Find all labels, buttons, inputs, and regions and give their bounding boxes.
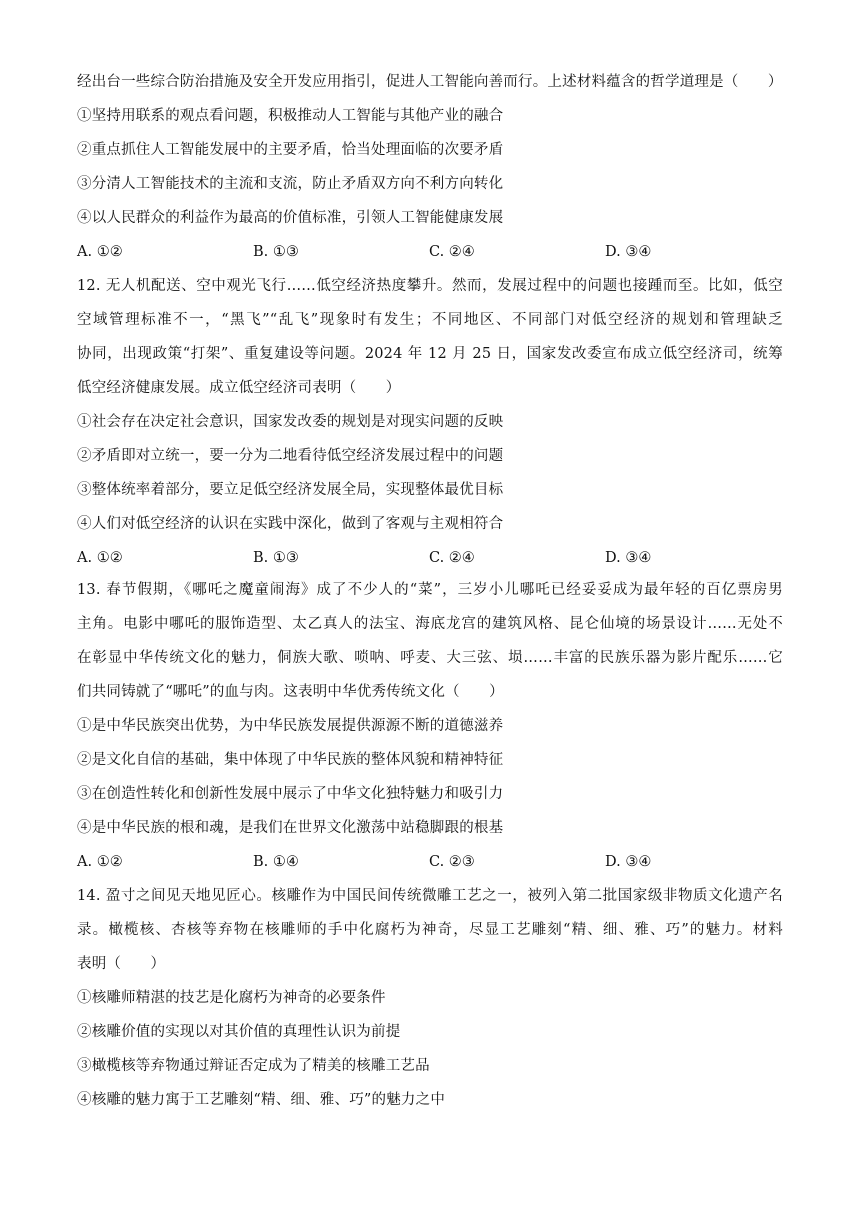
q14-statement-1: ①核雕师精湛的技艺是化腐朽为神奇的必要条件 [77,990,386,1006]
q11-option-a[interactable]: A. ①② [77,244,123,260]
q11-option-d[interactable]: D. ③④ [605,244,652,260]
q12-options [77,548,697,568]
q13-option-a[interactable]: A. ①② [77,854,123,870]
q13-statement-1: ①是中华民族突出优势，为中华民族发展提供源源不断的道德滋养 [77,718,504,734]
q13-stem-line-3: 在彰显中华传统文化的魅力，侗族大歌、唢呐、呼麦、大三弦、埙……丰富的民族乐器为影片配乐……它 [77,650,783,666]
q12-stem-line-2: 空域管理标准不一，“黑飞”“乱飞”现象时有发生；不同地区、不同部门对低空经济的规划和管理缺乏 [77,312,783,328]
q13-option-b[interactable]: B. ①④ [253,854,299,870]
q11-statement-3: ③分清人工智能技术的主流和支流，防止矛盾双方向不利方向转化 [77,176,504,192]
q12-option-b[interactable]: B. ①③ [253,550,299,566]
q12-statement-1: ①社会存在决定社会意识，国家发改委的规划是对现实问题的反映 [77,414,504,430]
q11-statement-2: ②重点抓住人工智能发展中的主要矛盾，恰当处理面临的次要矛盾 [77,142,504,158]
q14-statement-3: ③橄榄核等弃物通过辩证否定成为了精美的核雕工艺品 [77,1058,430,1074]
q14-statement-2: ②核雕价值的实现以对其价值的真理性认识为前提 [77,1024,401,1040]
q13-stem-line-4: 们共同铸就了“哪吒”的血与肉。这表明中华优秀传统文化（ ） [77,684,504,700]
q12-stem-line-4: 低空经济健康发展。成立低空经济司表明（ ） [77,380,401,396]
q11-option-c[interactable]: C. ②④ [429,244,475,260]
q11-statement-1: ①坚持用联系的观点看问题，积极推动人工智能与其他产业的融合 [77,108,504,124]
q13-statement-3: ③在创造性转化和创新性发展中展示了中华文化独特魅力和吸引力 [77,786,504,802]
q14-stem-line-3: 表明（ ） [77,956,166,972]
q13-statement-4: ④是中华民族的根和魂，是我们在世界文化激荡中站稳脚跟的根基 [77,820,504,836]
q14-stem-line-2: 录。橄榄核、杏核等弃物在核雕师的手中化腐朽为神奇，尽显工艺雕刻“精、细、雅、巧”的魅力。材料 [77,922,783,938]
q14-statement-4: ④核雕的魅力寓于工艺雕刻“精、细、雅、巧”的魅力之中 [77,1092,446,1108]
q11-options [77,242,697,262]
q12-stem-line-1: 12. 无人机配送、空中观光飞行……低空经济热度攀升。然而，发展过程中的问题也接踵而至。比如，低空 [77,278,783,294]
q13-stem-line-1: 13. 春节假期，《哪吒之魔童闹海》成了不少人的“菜”，三岁小儿哪吒已经妥妥成为最年轻的百亿票房男 [77,582,783,598]
q12-option-d[interactable]: D. ③④ [605,550,652,566]
q12-statement-2: ②矛盾即对立统一，要一分为二地看待低空经济发展过程中的问题 [77,448,504,464]
q11-statement-4: ④以人民群众的利益作为最高的价值标准，引领人工智能健康发展 [77,210,504,226]
q14-stem-line-1: 14. 盈寸之间见天地见匠心。核雕作为中国民间传统微雕工艺之一，被列入第二批国家级非物质文化遗产名 [77,888,783,904]
q11-option-b[interactable]: B. ①③ [253,244,299,260]
q12-stem-line-3: 协同，出现政策“打架”、重复建设等问题。2024 年 12 月 25 日，国家发改委宣布成立低空经济司，统筹 [77,346,783,362]
q12-statement-3: ③整体统率着部分，要立足低空经济发展全局，实现整体最优目标 [77,482,504,498]
q12-option-a[interactable]: A. ①② [77,550,123,566]
q12-option-c[interactable]: C. ②④ [429,550,475,566]
q13-option-d[interactable]: D. ③④ [605,854,652,870]
q13-options [77,852,697,872]
q12-statement-4: ④人们对低空经济的认识在实践中深化，做到了客观与主观相符合 [77,516,504,532]
q13-option-c[interactable]: C. ②③ [429,854,475,870]
q13-stem-line-2: 主角。电影中哪吒的服饰造型、太乙真人的法宝、海底龙宫的建筑风格、昆仑仙境的场景设计……无处不 [77,616,783,632]
q11-stem-tail: 经出台一些综合防治措施及安全开发应用指引，促进人工智能向善而行。上述材料蕴含的哲学道理是（ ） [77,74,783,90]
q13-statement-2: ②是文化自信的基础，集中体现了中华民族的整体风貌和精神特征 [77,752,504,768]
